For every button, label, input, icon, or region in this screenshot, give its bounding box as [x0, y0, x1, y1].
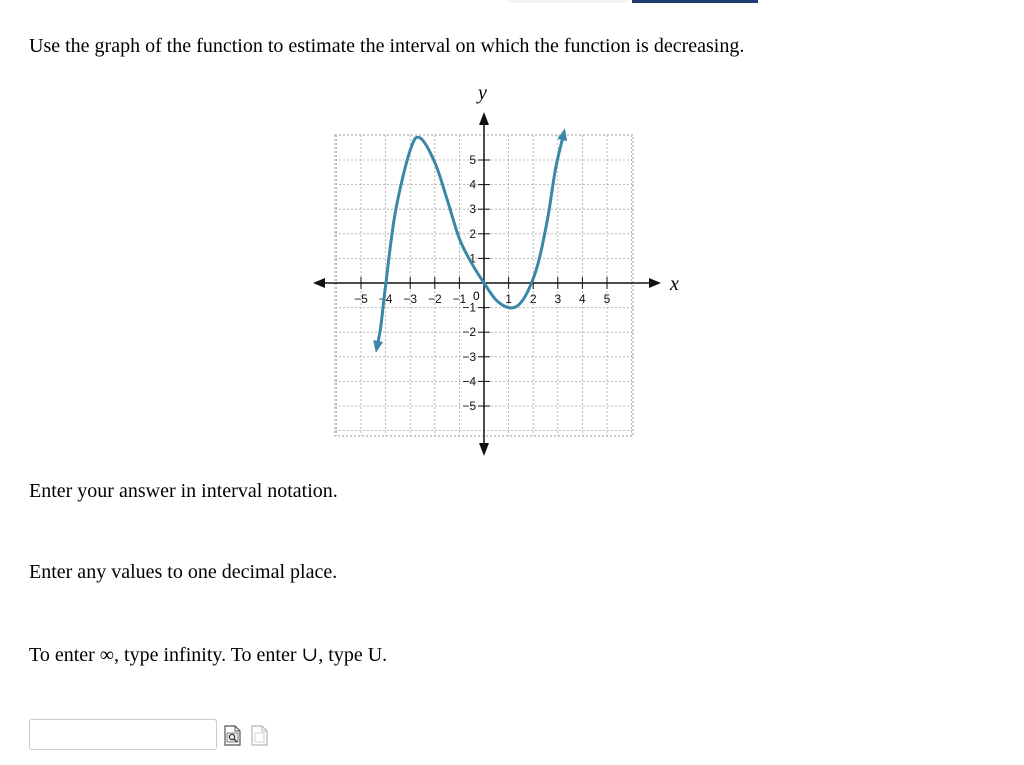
y-tick-label: 4 [469, 177, 476, 192]
y-tick-label: −4 [462, 374, 476, 389]
answer-input[interactable] [29, 719, 217, 750]
x-tick-label: −4 [378, 292, 393, 306]
y-axis-label: y [478, 82, 487, 104]
y-tick-label: 3 [469, 202, 476, 217]
x-axis-left-arrow [313, 278, 325, 288]
help-icon[interactable] [251, 725, 268, 746]
y-tick-label: 1 [469, 251, 476, 266]
instruction-interval-notation: Enter your answer in interval notation. [29, 480, 338, 502]
x-axis-right-arrow [649, 278, 661, 288]
preview-icon[interactable] [224, 725, 241, 746]
y-tick-label: 5 [469, 153, 476, 167]
x-tick-label: 2 [529, 292, 537, 306]
y-tick-label: −3 [462, 349, 476, 364]
x-tick-label: −2 [427, 292, 442, 306]
x-tick-label: 4 [579, 292, 586, 306]
y-axis-up-arrow [479, 112, 489, 125]
graph-axes [313, 112, 661, 456]
x-tick-label: 1 [505, 292, 512, 306]
x-tick-label: −5 [354, 292, 368, 306]
origin-label: 0 [473, 289, 480, 303]
question-text: Use the graph of the function to estimate the interval on which the function is decreasing. [29, 35, 745, 57]
x-tick-label: −3 [403, 292, 418, 306]
function-curve [377, 137, 563, 347]
instruction-symbols: To enter ∞, type infinity. To enter ∪, type U. [29, 644, 388, 666]
instruction-decimal: Enter any values to one decimal place. [29, 561, 338, 583]
x-tick-label: 3 [554, 292, 562, 306]
y-tick-label: −1 [462, 300, 476, 315]
x-axis-label: x [670, 273, 679, 295]
y-tick-label: −2 [462, 325, 476, 340]
curve-left-arrow [373, 340, 383, 353]
x-tick-label: 5 [603, 292, 611, 306]
y-tick-label: 2 [469, 226, 476, 241]
y-axis-down-arrow [479, 443, 489, 456]
x-tick-label: −1 [452, 292, 467, 306]
curve-right-arrow [557, 128, 567, 141]
y-tick-label: −5 [462, 399, 476, 413]
